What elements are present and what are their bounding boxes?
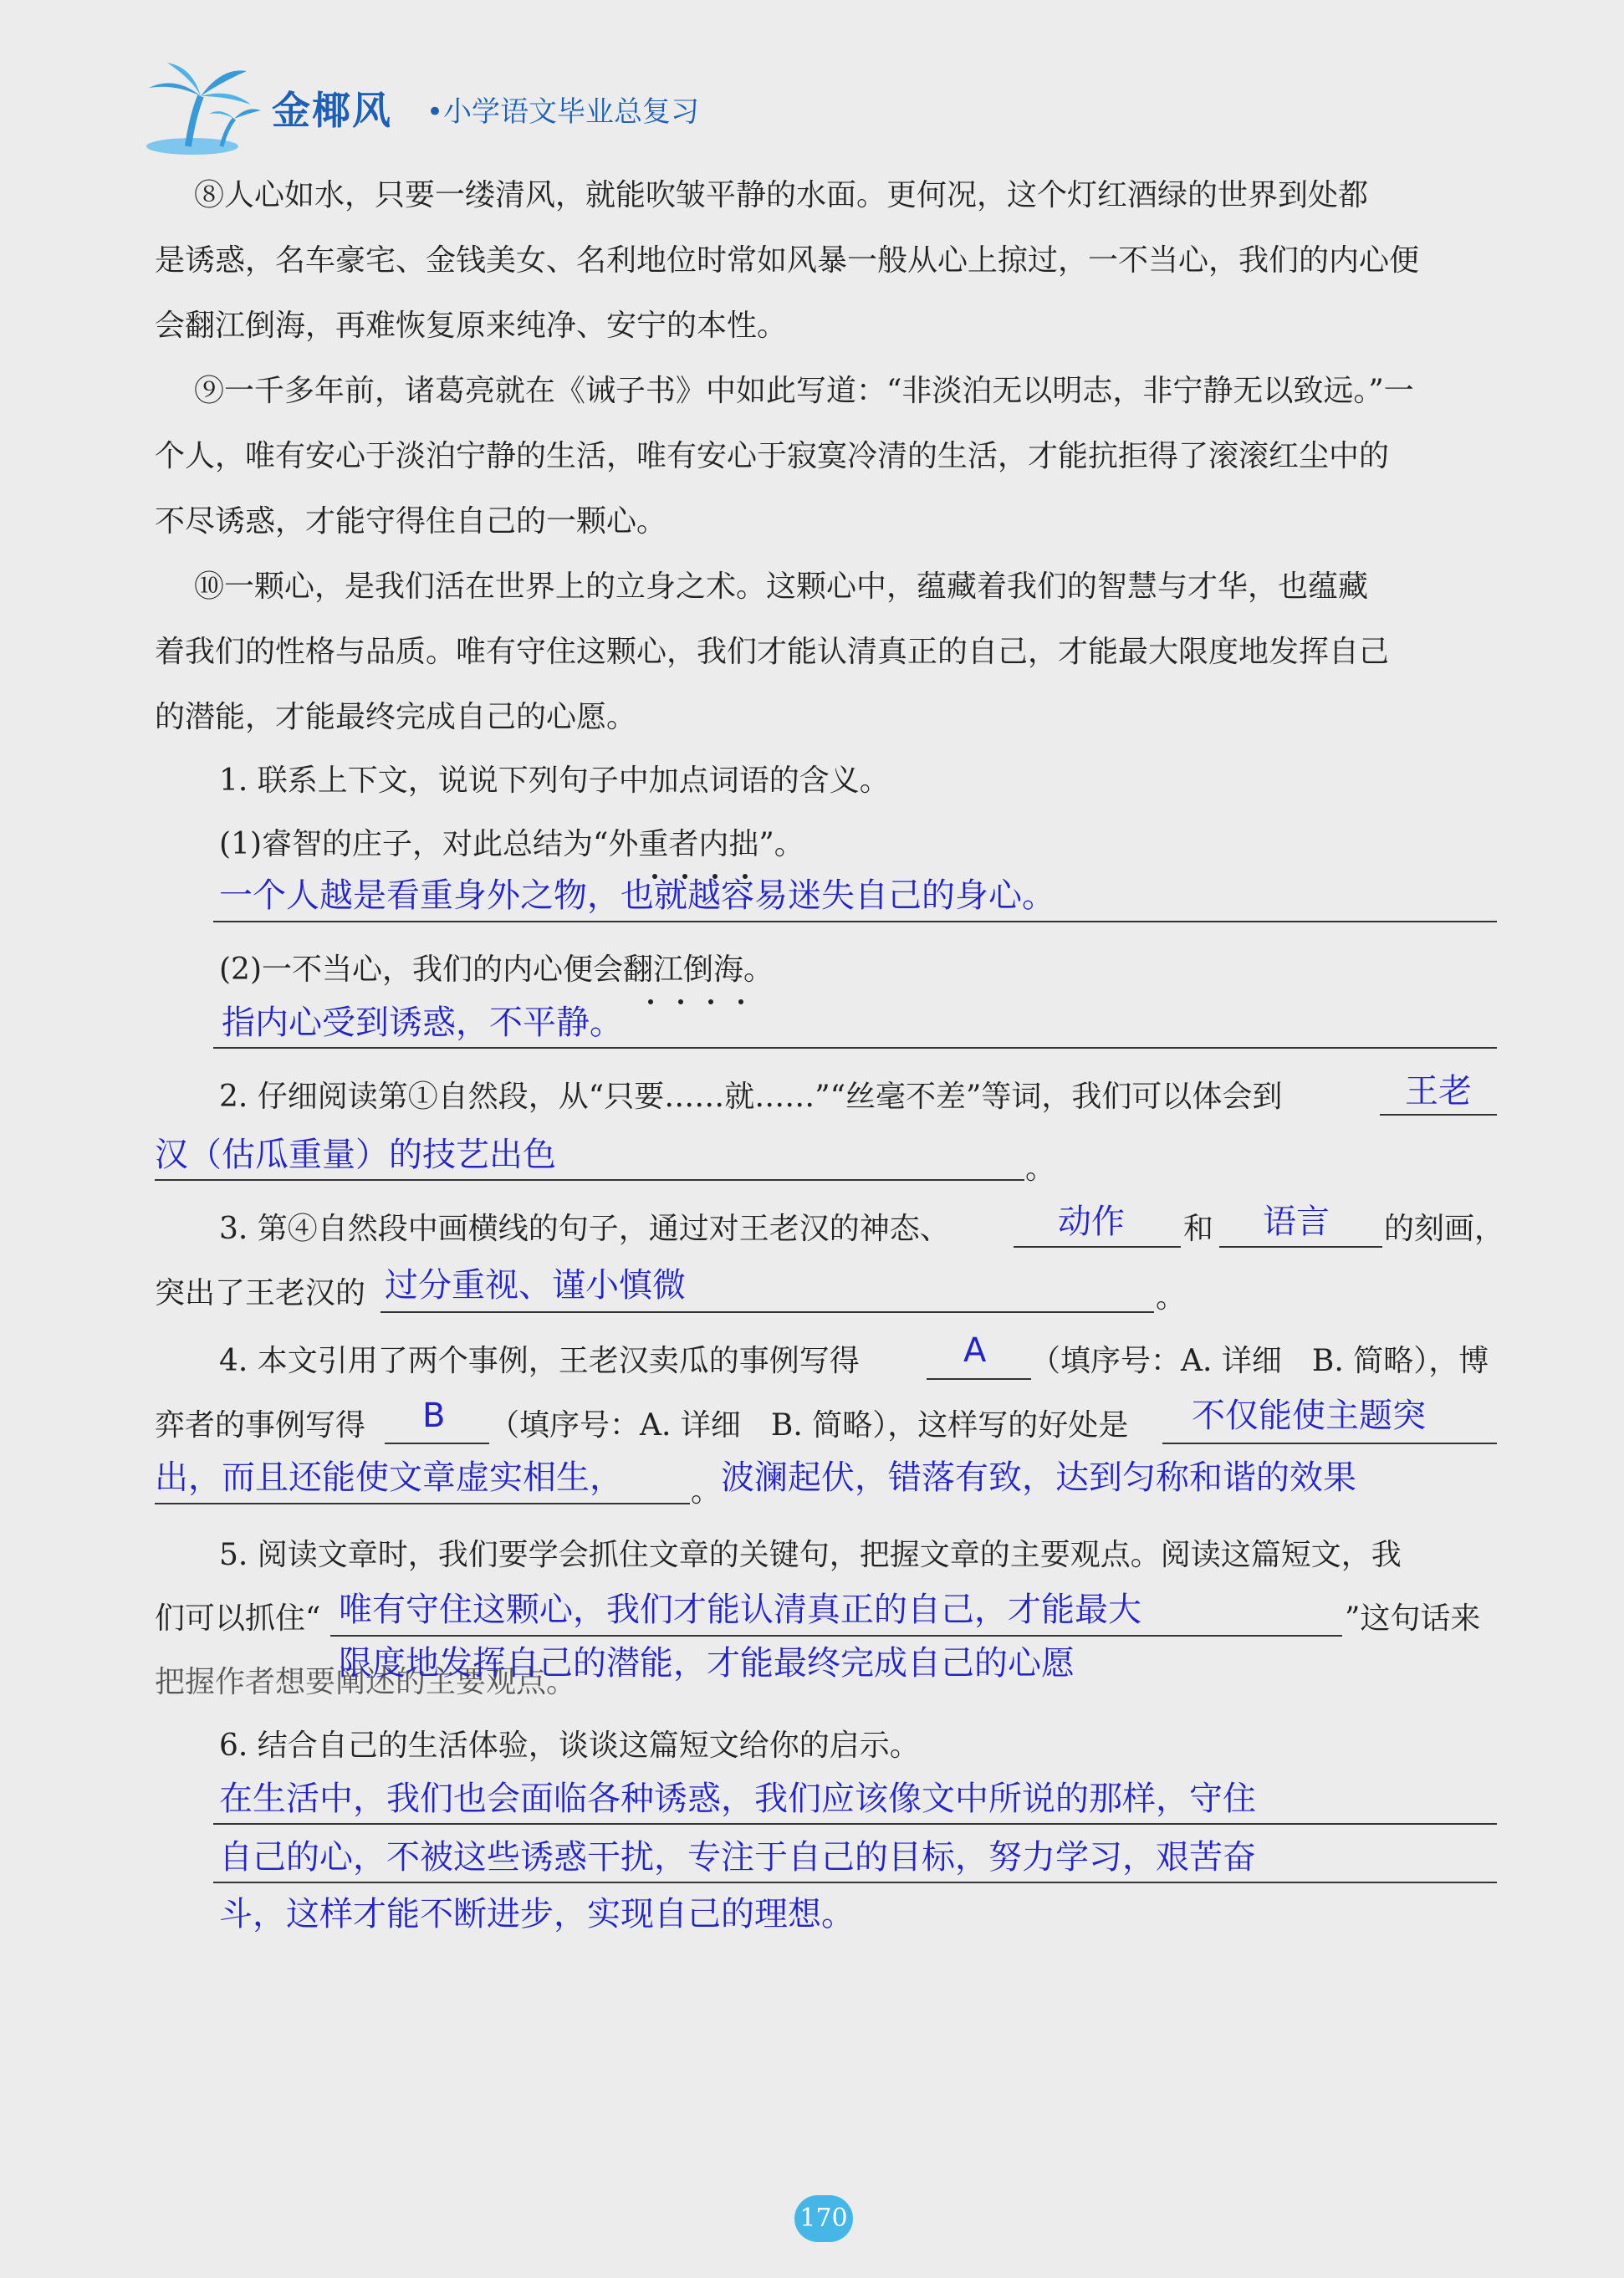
question-5-part-3: ”这句话来 (1345, 1601, 1481, 1636)
answer-3-2: 语言 (1263, 1203, 1330, 1241)
paragraph-8-line-2: 是诱惑，名车豪宅、金钱美女、名利地位时常如风暴一般从心上掠过，一不当心，我们的内心便 (155, 243, 1420, 278)
answer-line (213, 1047, 1497, 1049)
question-4-part-4: （填序号：A. 详细 B. 简略），这样写的好处是 (489, 1408, 1129, 1443)
question-1-sub-1: (1)睿智的庄子，对此总结为“外重者内拙”。 (219, 827, 804, 861)
question-3-and: 和 (1183, 1212, 1214, 1246)
answer-5-part-a: 唯有守住这颗心，我们才能认清真正的自己，才能最大 (339, 1591, 1141, 1629)
answer-line (213, 921, 1497, 922)
answer-6-line-1: 在生活中，我们也会面临各种诱惑，我们应该像文中所说的那样，守住 (219, 1780, 1256, 1818)
question-5-part-1: 5. 阅读文章时，我们要学会抓住文章的关键句，把握文章的主要观点。阅读这篇短文，我 (219, 1538, 1402, 1572)
paragraph-10-line-3: 的潜能，才能最终完成自己的心愿。 (155, 700, 637, 734)
page-number-badge: 170 (794, 2195, 853, 2242)
paragraph-8-line-3: 会翻江倒海，再难恢复原来纯净、安宁的本性。 (155, 309, 788, 343)
answer-line (1014, 1246, 1181, 1248)
answer-1-1: 一个人越是看重身外之物，也就越容易迷失自己的身心。 (219, 876, 1055, 915)
answer-line (155, 1179, 1024, 1181)
answer-line (155, 1503, 690, 1504)
answer-4-3-part-b: 出，而且还能使文章虚实相生， (155, 1458, 623, 1497)
question-1-sub-2: (2)一不当心，我们的内心便会翻江倒海。 (219, 953, 774, 987)
palm-tree-logo-icon (142, 59, 268, 159)
paragraph-8-line-1: ⑧人心如水，只要一缕清风，就能吹皱平静的水面。更何况，这个灯红酒绿的世界到处都 (194, 178, 1369, 212)
question-5-part-4: 把握作者想要阐述的主要观点。 (155, 1665, 577, 1699)
paragraph-10-line-1: ⑩一颗心，是我们活在世界上的立身之术。这颗心中，蕴藏着我们的智慧与才华，也蕴藏 (194, 570, 1369, 604)
page-header (142, 59, 895, 167)
answer-1-2: 指内心受到诱惑，不平静。 (222, 1004, 623, 1042)
answer-2-part-a: 王老 (1405, 1072, 1472, 1111)
book-subtitle: •小学语文毕业总复习 (426, 95, 700, 129)
question-4-part-1: 4. 本文引用了两个事例，王老汉卖瓜的事例写得 (219, 1344, 860, 1378)
question-2-end: 。 (1025, 1152, 1056, 1186)
question-3-end: 。 (1156, 1280, 1187, 1315)
answer-6-line-2: 自己的心，不被这些诱惑干扰，专注于自己的目标，努力学习，艰苦奋 (219, 1838, 1256, 1877)
question-3-part-2: 的刻画， (1384, 1212, 1505, 1246)
answer-4-1: A (963, 1331, 987, 1370)
answer-line (385, 1443, 489, 1444)
question-4-part-3: 弈者的事例写得 (155, 1408, 366, 1443)
answer-line (330, 1635, 1342, 1637)
answer-line (380, 1311, 1154, 1313)
emphasis-dots (648, 992, 769, 1000)
answer-5-part-b: 限度地发挥自己的潜能，才能最终完成自己的心愿 (339, 1644, 1075, 1683)
question-1-prompt: 1. 联系上下文，说说下列句子中加点词语的含义。 (219, 764, 890, 798)
question-2-prompt: 2. 仔细阅读第①自然段，从“只要……就……”“丝毫不差”等词，我们可以体会到 (219, 1080, 1283, 1114)
answer-4-3-part-c: 波澜起伏，错落有致，达到匀称和谐的效果 (721, 1458, 1356, 1497)
question-3-part-1: 3. 第④自然段中画横线的句子，通过对王老汉的神态、 (219, 1212, 950, 1246)
question-5-part-2: 们可以抓住“ (155, 1601, 321, 1636)
brand-title: 金椰风 (272, 88, 392, 133)
answer-line (1162, 1443, 1497, 1444)
emphasis-dots (652, 866, 773, 875)
answer-6-line-3: 斗，这样才能不断进步，实现自己的理想。 (219, 1895, 855, 1933)
question-6-prompt: 6. 结合自己的生活体验，谈谈这篇短文给你的启示。 (219, 1729, 920, 1763)
answer-line (213, 1823, 1497, 1825)
question-4-end: 。 (691, 1474, 722, 1509)
answer-line (213, 1882, 1497, 1883)
answer-line (1219, 1246, 1382, 1248)
answer-2-part-b: 汉（估瓜重量）的技艺出色 (155, 1136, 556, 1174)
paragraph-10-line-2: 着我们的性格与品质。唯有守住这颗心，我们才能认清真正的自己，才能最大限度地发挥自己 (155, 635, 1390, 669)
question-4-part-2: （填序号：A. 详细 B. 简略），博 (1030, 1344, 1489, 1378)
answer-4-2: B (422, 1397, 446, 1435)
paragraph-9-line-2: 个人，唯有安心于淡泊宁静的生活，唯有安心于寂寞冷清的生活，才能抗拒得了滚滚红尘中的 (155, 439, 1390, 473)
paragraph-9-line-3: 不尽诱惑，才能守得住自己的一颗心。 (155, 504, 667, 539)
answer-line (1380, 1114, 1497, 1116)
answer-3-1: 动作 (1058, 1203, 1125, 1241)
answer-4-3-part-a: 不仅能使主题突 (1192, 1397, 1426, 1435)
answer-line (927, 1378, 1031, 1380)
question-3-part-3: 突出了王老汉的 (155, 1276, 366, 1310)
answer-3-3: 过分重视、谨小慎微 (385, 1266, 686, 1305)
paragraph-9-line-1: ⑨一千多年前，诸葛亮就在《诫子书》中如此写道：“非淡泊无以明志，非宁静无以致远。”一 (194, 374, 1414, 408)
